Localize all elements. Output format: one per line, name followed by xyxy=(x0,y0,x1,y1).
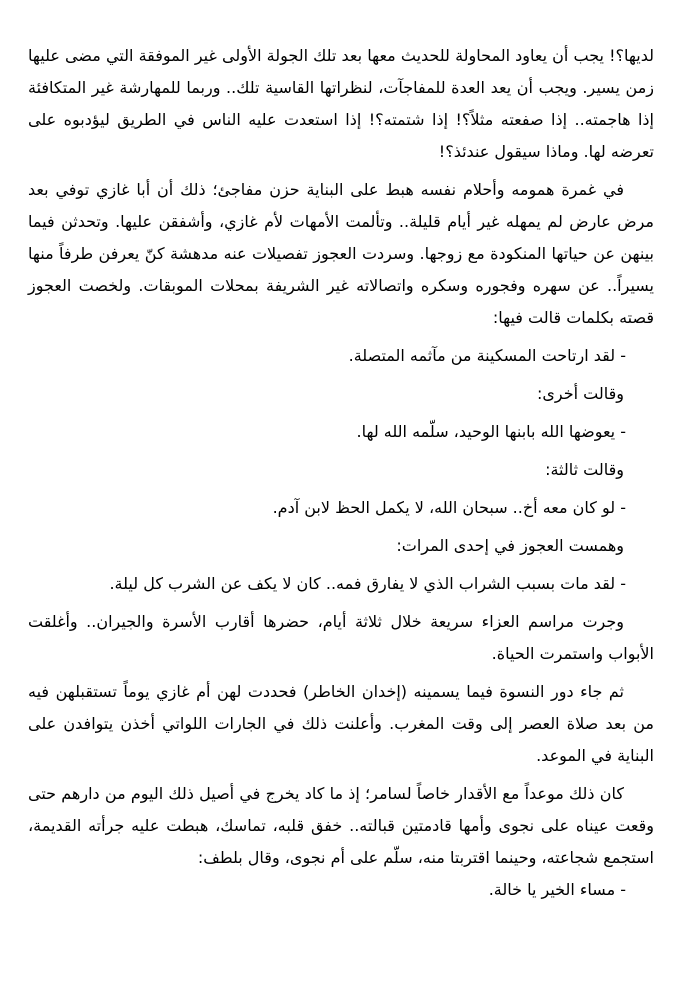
dialogue-line-4: - لقد مات بسبب الشراب الذي لا يفارق فمه.. كان لا يكف عن الشرب كل ليلة. xyxy=(109,574,626,593)
page-body-text xyxy=(28,40,654,906)
dialogue-line-3: - لو كان معه أخ.. سبحان الله، لا يكمل الحظ لابن آدم. xyxy=(272,498,626,517)
paragraph-condolences: وجرت مراسم العزاء سريعة خلال ثلاثة أيام، حضرها أقارب الأسرة والجيران.. وأغلقت الأبواب واستمرت الحياة. xyxy=(28,612,654,663)
paragraph-samer-meeting: كان ذلك موعداً مع الأقدار خاصاً لسامر؛ إذ ما كاد يخرج في أصيل ذلك اليوم من دارهم حتى وقعت عيناه على نجوى وأمها قادمتين قبالته.. خفق قلبه، تماسك، هبطت عليه جرأته القديمة، استجمع شجاعته، وحينما اقتربتا منه، سلّم على أم نجوى، وقال بلطف: xyxy=(28,784,654,867)
paragraph-third-said: وقالت ثالثة: xyxy=(545,460,624,479)
paragraph-old-woman-whispered: وهمست العجوز في إحدى المرات: xyxy=(396,536,624,555)
paragraph-another-said: وقالت أخرى: xyxy=(537,384,624,403)
paragraph-continuation: لديها؟! يجب أن يعاود المحاولة للحديث معها بعد تلك الجولة الأولى غير الموفقة التي مضى عليها زمن يسير. ويجب أن يعد العدة للمفاجآت، لنظراتها القاسية تلك.. وربما للمهارشة غير المتكافئة إذا هاجمته.. إذا صفعته مثلاً؟! إذا شتمته؟! إذا استعدت عليه الناس في الطريق ليؤدبوه على تعرضه لها. وماذا سيقول عندئذ؟! xyxy=(28,46,654,161)
dialogue-line-2: - يعوضها الله بابنها الوحيد، سلّمه الله لها. xyxy=(356,422,626,441)
paragraph-death-of-abu-ghazi: في غمرة همومه وأحلام نفسه هبط على البناية حزن مفاجئ؛ ذلك أن أبا غازي توفي بعد مرض عارض لم يمهله غير أيام قليلة.. وتألمت الأمهات لأم غازي، وأشفقن عليها. وتحدثن فيما بينهن عن حياتها المنكودة مع زوجها. وسردت العجوز تفصيلات عنه مدهشة كنّ يعرفن طرفاً منها يسيراً.. عن سهره وفجوره وسكره واتصالاته غير الشريفة بمحلات الموبقات. ولخصت العجوز قصته بكلمات قالت فيها: xyxy=(28,180,654,327)
dialogue-line-5: - مساء الخير يا خالة. xyxy=(488,880,626,899)
dialogue-line-1: - لقد ارتاحت المسكينة من مآثمه المتصلة. xyxy=(348,346,626,365)
paragraph-women-gathering: ثم جاء دور النسوة فيما يسمينه (إخدان الخاطر) فحددت لهن أم غازي يوماً تستقبلهن فيه من بعد صلاة العصر إلى وقت المغرب. وأعلنت ذلك في الجارات اللواتي أخذن يتوافدن على البناية في الموعد. xyxy=(28,682,654,765)
